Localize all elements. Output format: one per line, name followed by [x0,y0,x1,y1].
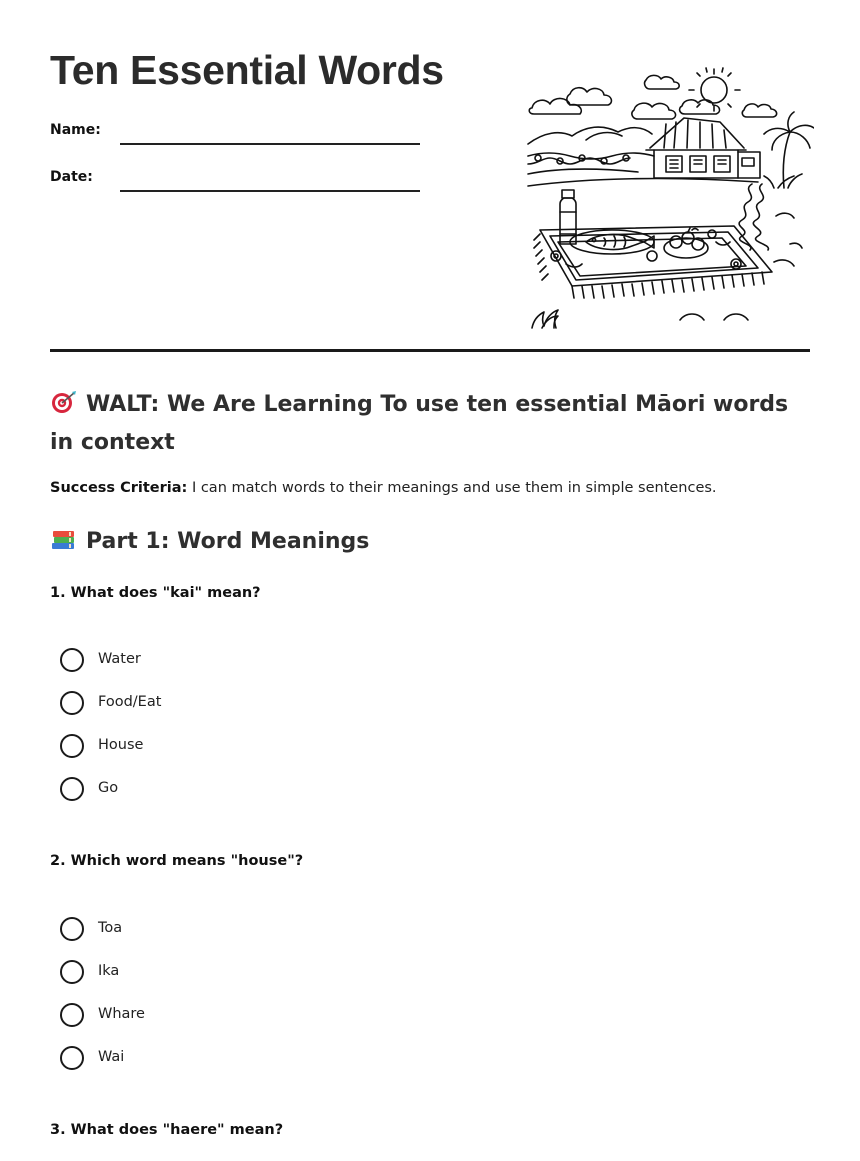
name-field[interactable] [120,143,420,145]
date-field[interactable] [120,190,420,192]
success-criteria [50,480,717,496]
part1-heading-text: Part 1: Word Meanings [86,529,370,554]
radio-button[interactable] [60,734,84,758]
radio-button[interactable] [60,777,84,801]
date-label: Date: [50,169,93,185]
walt-heading [50,386,790,462]
target-icon [50,390,78,414]
part1-heading [50,525,369,559]
question-2: 2. Which word means "house"? [50,853,304,869]
books-icon [50,527,78,551]
radio-button[interactable] [60,960,84,984]
radio-button[interactable] [60,1046,84,1070]
option-label: Food/Eat [98,694,162,710]
success-criteria-label: Success Criteria: [50,480,188,496]
radio-button[interactable] [60,917,84,941]
picnic-scene-illustration [526,66,814,336]
header-divider [50,349,810,352]
worksheet-title: Ten Essential Words [50,47,444,93]
option-label: Whare [98,1006,145,1022]
walt-text: WALT: We Are Learning To use ten essential Māori words in context [50,392,789,455]
success-criteria-text: I can match words to their meanings and use them in simple sentences. [187,480,717,496]
option-label: House [98,737,144,753]
question-1: 1. What does "kai" mean? [50,585,261,601]
radio-button[interactable] [60,1003,84,1027]
radio-button[interactable] [60,691,84,715]
name-label: Name: [50,122,101,138]
option-label: Water [98,651,141,667]
option-label: Go [98,780,119,796]
option-label: Toa [98,920,123,936]
option-label: Ika [98,963,120,979]
radio-button[interactable] [60,648,84,672]
question-3: 3. What does "haere" mean? [50,1122,284,1138]
option-label: Wai [98,1049,125,1065]
